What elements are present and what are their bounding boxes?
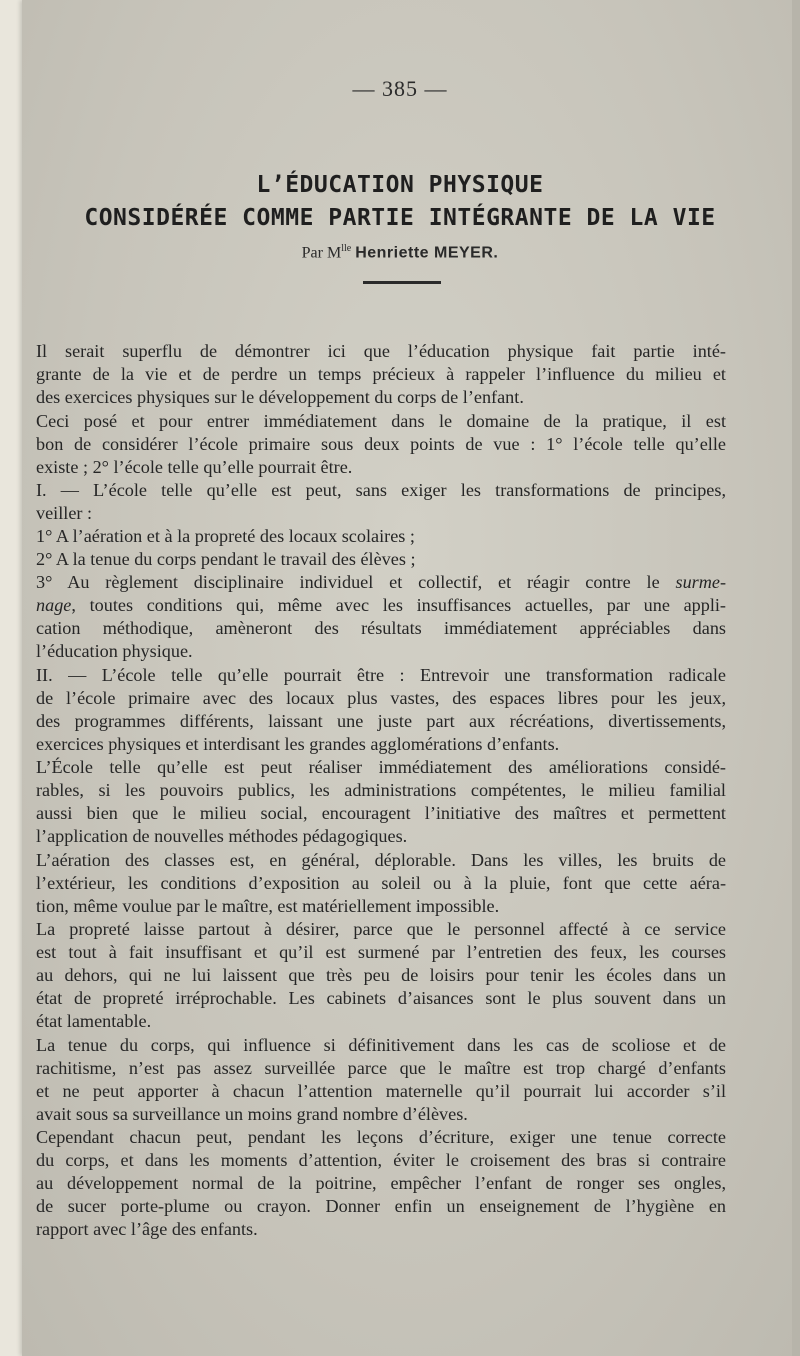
byline-prefix: Par M — [301, 244, 342, 262]
paragraph-line: rapport avec l’âge des enfants. — [36, 1219, 258, 1239]
paragraph-line: veiller : — [36, 503, 93, 523]
paragraph-line: et ne peut apporter à chacun l’attention maternelle qu’il pourrait lui accorder s’il — [36, 1081, 726, 1101]
paragraph-line: l’éducation physique. — [36, 641, 193, 661]
paragraph-line: I. — L’école telle qu’elle est peut, sans exiger les transformations de principes, — [36, 480, 726, 500]
paragraph-line: au dehors, qui ne lui laissent que très peu de loisirs pour tenir les écoles dans un — [36, 965, 726, 985]
paragraph-line: rachitisme, n’est pas assez surveillée parce que le maître est trop chargé d’enfants — [36, 1058, 726, 1078]
paragraph-line: exercices physiques et interdisant les grandes agglomérations d’enfants. — [36, 734, 560, 754]
paragraph-line: des programmes différents, laissant une juste part aux récréations, divertissements, — [36, 711, 726, 731]
paragraph-line: rables, si les pouvoirs publics, les administrations compétentes, le milieu familial — [36, 780, 726, 800]
list-item: 2° A la tenue du corps pendant le travail des élèves ; — [36, 549, 416, 569]
paragraph-line: Ceci posé et pour entrer immédiatement dans le domaine de la pratique, il est — [36, 411, 726, 431]
byline-prefix-sup: lle — [341, 243, 352, 254]
paragraph-line: existe ; 2° l’école telle qu’elle pourrait être. — [36, 457, 353, 477]
paragraph-line: L’École telle qu’elle est peut réaliser immédiatement des améliorations considé- — [36, 757, 726, 777]
paragraph-line-rest: , toutes conditions qui, même avec les insuffisances actuelles, par une appli- — [71, 595, 726, 615]
paragraph-line: état de propreté irréprochable. Les cabinets d’aisances sont le plus souvent dans un — [36, 988, 726, 1008]
paragraph-line: cation méthodique, amèneront des résultats immédiatement appréciables dans — [36, 618, 726, 638]
paragraph-line: II. — L’école telle qu’elle pourrait être : Entrevoir une transformation radicale — [36, 665, 726, 685]
paragraph-line: de l’école primaire avec des locaux plus vastes, des espaces libres pour les jeux, — [36, 688, 726, 708]
paragraph-line: au développement normal de la poitrine, empêcher l’enfant de ronger ses ongles, — [36, 1173, 726, 1193]
paragraph-line: L’aération des classes est, en général, déplorable. Dans les villes, les bruits de — [36, 850, 726, 870]
paragraph-line: Il serait superflu de démontrer ici que l’éducation physique fait partie inté- — [36, 341, 726, 361]
list-item-text: 3° Au règlement disciplinaire individuel et collectif, et réagir contre le — [36, 572, 660, 592]
list-item: 1° A l’aération et à la propreté des locaux scolaires ; — [36, 526, 415, 546]
title-line-2: CONSIDÉRÉE COMME PARTIE INTÉGRANTE DE LA VIE — [84, 205, 716, 231]
paragraph-line: état lamentable. — [36, 1011, 152, 1031]
title-line-1: L’ÉDUCATION PHYSIQUE — [256, 172, 544, 198]
paragraph-line: avait sous sa surveillance un moins grand nombre d’élèves. — [36, 1104, 468, 1124]
paragraph-line: de sucer porte-plume ou crayon. Donner enfin un enseignement de l’hygiène en — [36, 1196, 726, 1216]
paragraph-line: La tenue du corps, qui influence si définitivement dans les cas de scoliose et de — [36, 1035, 726, 1055]
paragraph-line: La propreté laisse partout à désirer, parce que le personnel affecté à ce service — [36, 919, 726, 939]
paragraph-line: bon de considérer l’école primaire sous deux points de vue : 1° l’école telle qu’elle — [36, 434, 726, 454]
paragraph-line: des exercices physiques sur le développement du corps de l’enfant. — [36, 387, 524, 407]
italic-word: nage — [36, 595, 72, 615]
italic-word: surme- — [675, 572, 727, 592]
list-item — [36, 571, 726, 594]
page-number: — 385 — — [352, 76, 448, 101]
paragraph-line: aussi bien que le milieu social, encouragent l’initiative des maîtres et permettent — [36, 803, 726, 823]
paragraph-line: l’application de nouvelles méthodes pédagogiques. — [36, 826, 408, 846]
paragraph-line: Cependant chacun peut, pendant les leçons d’écriture, exiger une tenue correcte — [36, 1127, 726, 1147]
paragraph-line: tion, même voulue par le maître, est matériellement impossible. — [36, 896, 500, 916]
paragraph-line: l’extérieur, les conditions d’exposition au soleil ou à la pluie, font que cette aéra- — [36, 873, 726, 893]
paragraph-line: est tout à fait insuffisant et qu’il est surmené par l’entretien des feux, les courses — [36, 942, 726, 962]
paragraph-line: du corps, et dans les moments d’attention, éviter le croisement des bras si contraire — [36, 1150, 726, 1170]
paragraph-line — [36, 594, 726, 617]
author-name: Henriette MEYER. — [355, 244, 499, 262]
paragraph-line: grante de la vie et de perdre un temps précieux à rappeler l’influence du milieu et — [36, 364, 726, 384]
